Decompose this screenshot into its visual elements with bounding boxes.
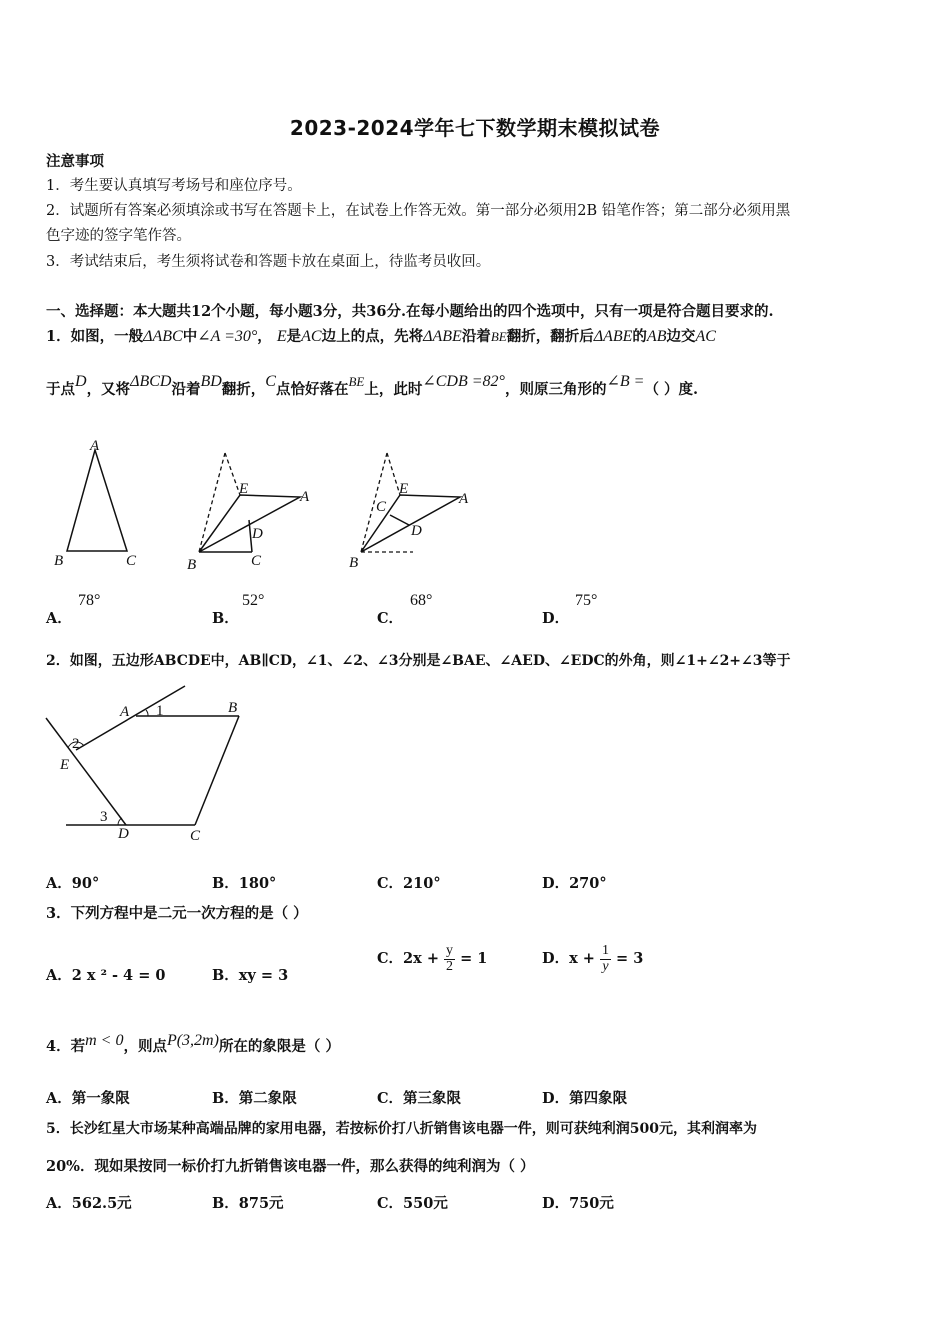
notice-item-2: 2．试题所有答案必须填涂或书写在答题卡上，在试卷上作答无效。第一部分必须用2B 铅笔作答；第二部分必须用黑 xyxy=(46,203,791,219)
q3-option-c[interactable]: C．2x + $\frac{y}{2}$ = 1 xyxy=(377,943,488,974)
page-title: 2023-2024学年七下数学期末模拟试卷 xyxy=(289,116,661,140)
q1-option-a-value: 78° xyxy=(78,592,101,609)
notice-item-2-cont: 色字迹的签字笔作答。 xyxy=(46,228,191,244)
fraction: $\frac{1}{y}$ xyxy=(601,943,609,974)
q5-option-c[interactable]: C．550元 xyxy=(377,1195,448,1212)
q3-option-d[interactable]: D．x + $\frac{1}{y}$ = 3 xyxy=(542,943,644,974)
q4-option-d[interactable]: D．第四象限 xyxy=(542,1090,628,1107)
q5-line-1: 5．长沙红星大市场某种高端品牌的家用电器，若按标价打八折销售该电器一件，则可获纯利润500元，其利润率为 xyxy=(46,1121,757,1137)
q3-text: 3．下列方程中是二元一次方程的是（ ） xyxy=(46,905,308,922)
q1-option-b-value: 52° xyxy=(242,592,265,609)
q1-option-b[interactable]: B． xyxy=(212,610,239,627)
q5-line-2: 20%．现如果按同一标价打九折销售该电器一件，那么获得的纯利润为（ ） xyxy=(46,1158,535,1175)
label-c: C xyxy=(251,553,262,569)
q2-figure-pentagon xyxy=(40,682,255,842)
label-d: D xyxy=(118,826,129,842)
label-b: B xyxy=(54,553,64,569)
label-c: C xyxy=(190,828,201,842)
q5-option-d[interactable]: D．750元 xyxy=(542,1195,614,1212)
label-d: D xyxy=(252,526,263,542)
label-c: C xyxy=(376,499,387,515)
q5-option-a[interactable]: A．562.5元 xyxy=(46,1195,132,1212)
notice-heading: 注意事项 xyxy=(46,153,104,170)
label-b: B xyxy=(349,555,359,571)
q1-line-1: 1．如图，一般ΔABC中∠A =30°， E是AC边上的点，先将ΔABE沿着BE翻折，翻折后ΔABE的AB边交AC xyxy=(46,328,716,345)
q1-option-d[interactable]: D． xyxy=(542,610,570,627)
q1-option-c[interactable]: C． xyxy=(377,610,404,627)
label-d: D xyxy=(411,523,422,539)
q1-option-c-value: 68° xyxy=(410,592,433,609)
triangle-abc xyxy=(67,450,127,551)
q4-text: 4．若m < 0，则点P(3,2m)所在的象限是（ ） xyxy=(46,1032,340,1055)
notice-item-3: 3．考试结束后，考生须将试卷和答题卡放在桌面上，待监考员收回。 xyxy=(46,254,491,270)
label-a: A xyxy=(90,438,100,454)
q3-option-a[interactable]: A．2 x ² - 4 = 0 xyxy=(46,967,166,984)
q2-option-c[interactable]: C．210° xyxy=(377,875,441,892)
label-b: B xyxy=(187,557,197,573)
label-e: E xyxy=(60,757,70,773)
q2-option-a[interactable]: A．90° xyxy=(46,875,100,892)
angle-1-label: 1 xyxy=(156,703,164,719)
label-b: B xyxy=(228,700,238,716)
label-a: A xyxy=(120,704,130,720)
q4-option-b[interactable]: B．第二象限 xyxy=(212,1090,297,1107)
fraction: $\frac{y}{2}$ xyxy=(446,943,454,974)
q2-text: 2．如图，五边形ABCDE中，AB∥CD，∠1、∠2、∠3分别是∠BAE、∠AED、∠EDC的外角，则∠1+∠2+∠3等于 xyxy=(46,653,791,669)
q4-option-a[interactable]: A．第一象限 xyxy=(46,1090,130,1107)
label-e: E xyxy=(239,481,249,497)
q3-option-b[interactable]: B．xy = 3 xyxy=(212,967,289,984)
q1-figure-3 xyxy=(345,445,485,575)
angle-2-label: 2 xyxy=(72,736,80,752)
label-a: A xyxy=(459,491,469,507)
q1-option-a[interactable]: A． xyxy=(46,610,72,627)
q2-option-d[interactable]: D．270° xyxy=(542,875,607,892)
angle-3-label: 3 xyxy=(100,809,108,825)
label-e: E xyxy=(399,481,409,497)
notice-item-1: 1．考生要认真填写考场号和座位序号。 xyxy=(46,178,302,194)
q1-option-d-value: 75° xyxy=(575,592,598,609)
q2-option-b[interactable]: B．180° xyxy=(212,875,277,892)
q1-figure-2 xyxy=(183,445,323,575)
label-a: A xyxy=(300,489,310,505)
q5-option-b[interactable]: B．875元 xyxy=(212,1195,284,1212)
q4-option-c[interactable]: C．第三象限 xyxy=(377,1090,462,1107)
q1-figure-1 xyxy=(50,436,150,571)
q1-line-2: 于点D，又将ΔBCD沿着BD翻折，C点恰好落在BE上，此时∠CDB =82°，则原三角形的∠B =（ ）度. xyxy=(46,373,699,398)
section-heading: 一、选择题：本大题共12个小题，每小题3分，共36分.在每小题给出的四个选项中，只有一项是符合题目要求的. xyxy=(46,303,774,320)
label-c: C xyxy=(126,553,137,569)
